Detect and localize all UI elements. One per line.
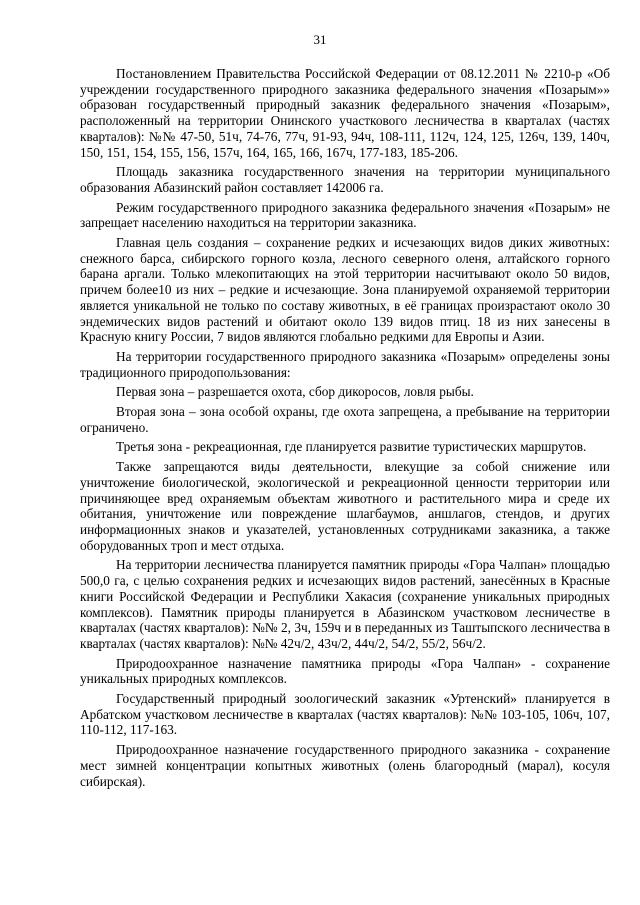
paragraph-prohibitions: Также запрещаются виды деятельности, влекущие за собой снижение или уничтожение биологической, экологической и рекреационной ценности территории или причиняющее вред охраняемым объектам животного и растительного мира и среде их обитания, уничтожение или повреждение шлагбаумов, аншлагов, стендов, и других информационных знаков и указателей, установленных сотрудниками заказника, а также оборудованных троп и мест отдыха. [80, 459, 610, 553]
paragraph-main-goal: Главная цель создания – сохранение редких и исчезающих видов диких животных: снежного барса, сибирского горного козла, лесного северного оленя, алтайского горного барана аргали. Только млекопитающих на этой территории насчитывают около 50 видов, причем более10 из них – редкие и исчезающие. Зона планируемой охраняемой территории является уникальной не только по составу животных, в её границах произрастают около 30 эндемических видов растений и обитают около 139 видов птиц. 18 из них занесены в Красную книгу России, 7 видов являются глобально редкими для Европы и Азии. [80, 235, 610, 345]
paragraph-regime: Режим государственного природного заказника федерального значения «Позарым» не запрещает населению находиться на территории заказника. [80, 199, 610, 231]
paragraph-zone-third: Третья зона - рекреационная, где планируется развитие туристических маршрутов. [116, 439, 587, 455]
paragraph-zone-second: Вторая зона – зона особой охраны, где охота запрещена, а пребывание на территории ограничено. [80, 404, 610, 435]
document-body [80, 66, 610, 793]
paragraph-urtensky-reserve: Государственный природный зоологический заказник «Уртенский» планируется в Арбатском участковом лесничестве в кварталах (частях кварталов): №№ 103-105, 106ч, 107, 110-112, 117-163. [80, 691, 610, 738]
paragraph-decree: Постановлением Правительства Российской Федерации от 08.12.2011 № 2210-р «Об учреждении государственного природного заказника федерального значения «Позарым»» образован государственный природный заказник федерального значения «Позарым», расположенный на территории Онинского участкового лесничества в кварталах (частях кварталов): №№ 47-50, 51ч, 74-76, 77ч, 91-93, 94ч, 108-111, 112ч, 124, 125, 126ч, 139, 140ч, 150, 151, 154, 155, 156, 157ч, 164, 165, 166, 167ч, 177-183, 185-206. [80, 66, 610, 160]
paragraph-chalpan-purpose: Природоохранное назначение памятника природы «Гора Чалпан» - сохранение уникальных природных комплексов. [80, 655, 610, 687]
paragraph-zones-intro: На территории государственного природного заказника «Позарым» определены зоны традиционного природопользования: [80, 348, 610, 380]
paragraph-chalpan-monument: На территории лесничества планируется памятник природы «Гора Чалпан» площадью 500,0 га, с целью сохранения редких и исчезающих видов растений, занесённых в Красные книги Российской Федерации и Республики Хакасия (сохранение уникальных природных комплексов). Памятник природы планируется в Абазинском участковом лесничестве в кварталах (частях кварталов): №№ 2, 3ч, 159ч и в переданных из Таштыпского лесничества в кварталах (частях кварталов): №№ 42ч/2, 43ч/2, 44ч/2, 54/2, 55/2, 56ч/2. [80, 557, 610, 651]
page-number: 31 [313, 32, 327, 47]
paragraph-zone-first: Первая зона – разрешается охота, сбор дикоросов, ловля рыбы. [116, 384, 474, 400]
paragraph-area: Площадь заказника государственного значения на территории муниципального образования Абазинский район составляет 142006 га. [80, 164, 610, 195]
paragraph-urtensky-purpose: Природоохранное назначение государственного природного заказника - сохранение мест зимней концентрации копытных животных (олень благородный (марал), косуля сибирская). [80, 742, 610, 789]
